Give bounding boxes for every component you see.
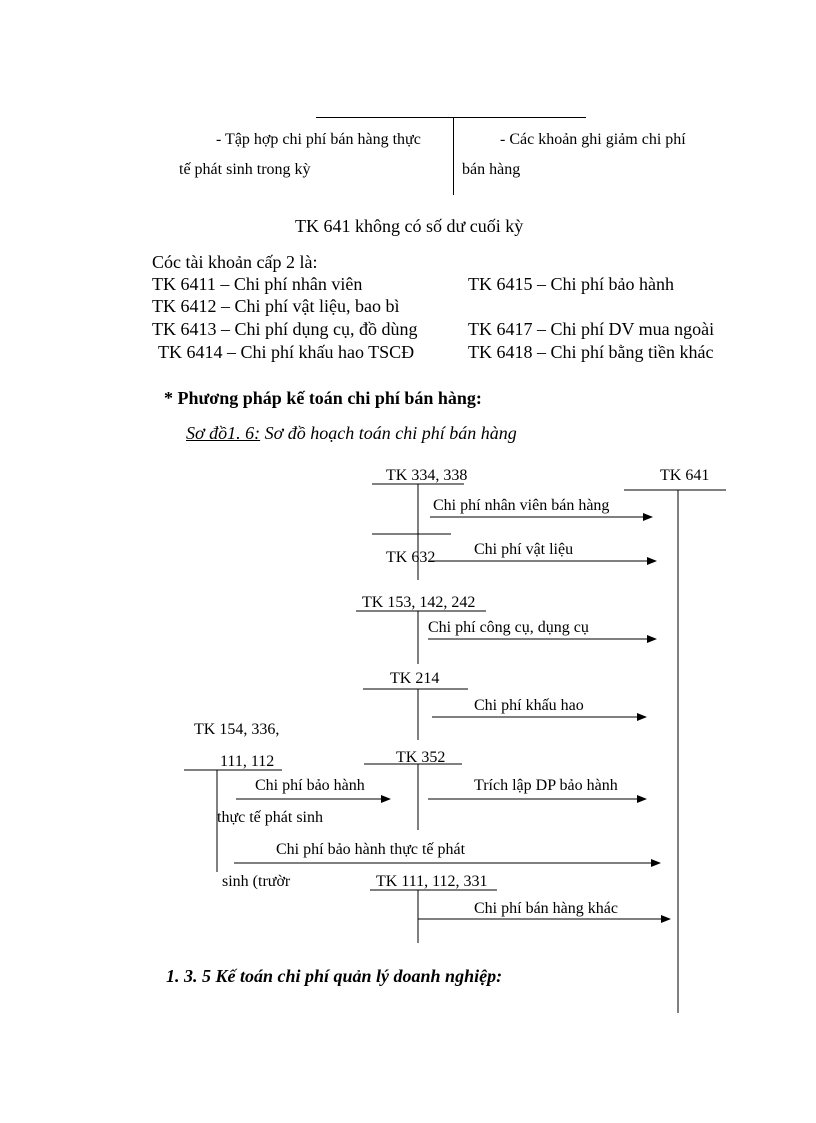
tk111-label: TK 111, 112, 331 <box>376 873 488 890</box>
sub-account-6412: TK 6412 – Chi phí vật liệu, bao bì <box>152 296 400 316</box>
sub-account-6417: TK 6417 – Chi phí DV mua ngoài <box>468 319 715 339</box>
t-account-credit-line2: bán hàng <box>462 161 521 178</box>
flow-staff-cost: Chi phí nhân viên bán hàng <box>433 497 610 514</box>
flow-depreciation: Chi phí khấu hao <box>474 697 584 714</box>
t-account-debit-line2: tế phát sinh trong kỳ <box>179 161 311 178</box>
flow-warranty-line2: thực tế phát sinh <box>217 809 323 826</box>
sub-account-6418: TK 6418 – Chi phí bằng tiền khác <box>468 342 714 362</box>
tk641-label: TK 641 <box>660 467 710 484</box>
tk153-label: TK 153, 142, 242 <box>362 594 476 611</box>
flow-warranty-actual-line2: sinh (trườr <box>222 873 291 890</box>
flow-other-selling: Chi phí bán hàng khác <box>474 900 618 917</box>
tk154-label-line1: TK 154, 336, <box>194 721 280 738</box>
flow-warranty-actual-line1: Chi phí bảo hành thực tế phát <box>276 841 466 858</box>
flow-tools-cost: Chi phí công cụ, dụng cụ <box>428 619 589 636</box>
tk214-label: TK 214 <box>390 670 440 687</box>
flow-warranty-provision: Trích lập DP bảo hành <box>474 777 618 794</box>
t-account-debit-line1: - Tập hợp chi phí bán hàng thực <box>216 131 421 148</box>
sub-account-6414: TK 6414 – Chi phí khấu hao TSCĐ <box>158 342 415 362</box>
tk334-label: TK 334, 338 <box>386 467 468 484</box>
sub-account-6411: TK 6411 – Chi phí nhân viên <box>152 274 363 294</box>
section-heading-1-3-5: 1. 3. 5 Kế toán chi phí quản lý doanh nghiệp: <box>166 966 503 986</box>
tk632-label: TK 632 <box>386 549 436 566</box>
diagram-caption-label: Sơ đồ1. 6: <box>186 423 261 443</box>
method-heading: * Phương pháp kế toán chi phí bán hàng: <box>164 388 482 408</box>
no-balance-note: TK 641 không có số dư cuối kỳ <box>295 216 524 236</box>
tk352-label: TK 352 <box>396 749 446 766</box>
flow-warranty-line1: Chi phí bảo hành <box>255 777 365 794</box>
flow-material-cost: Chi phí vật liệu <box>474 541 574 558</box>
sub-account-6415: TK 6415 – Chi phí bảo hành <box>468 274 674 294</box>
sub-account-6413: TK 6413 – Chi phí dụng cụ, đồ dùng <box>152 319 418 339</box>
t-account-credit-line1: - Các khoản ghi giảm chi phí <box>500 131 686 148</box>
tk154-label-line2: 111, 112 <box>220 753 275 770</box>
diagram-caption-text: Sơ đồ hoạch toán chi phí bán hàng <box>260 423 517 443</box>
sub-accounts-heading: Cóc tài khoản cấp 2 là: <box>152 252 318 272</box>
